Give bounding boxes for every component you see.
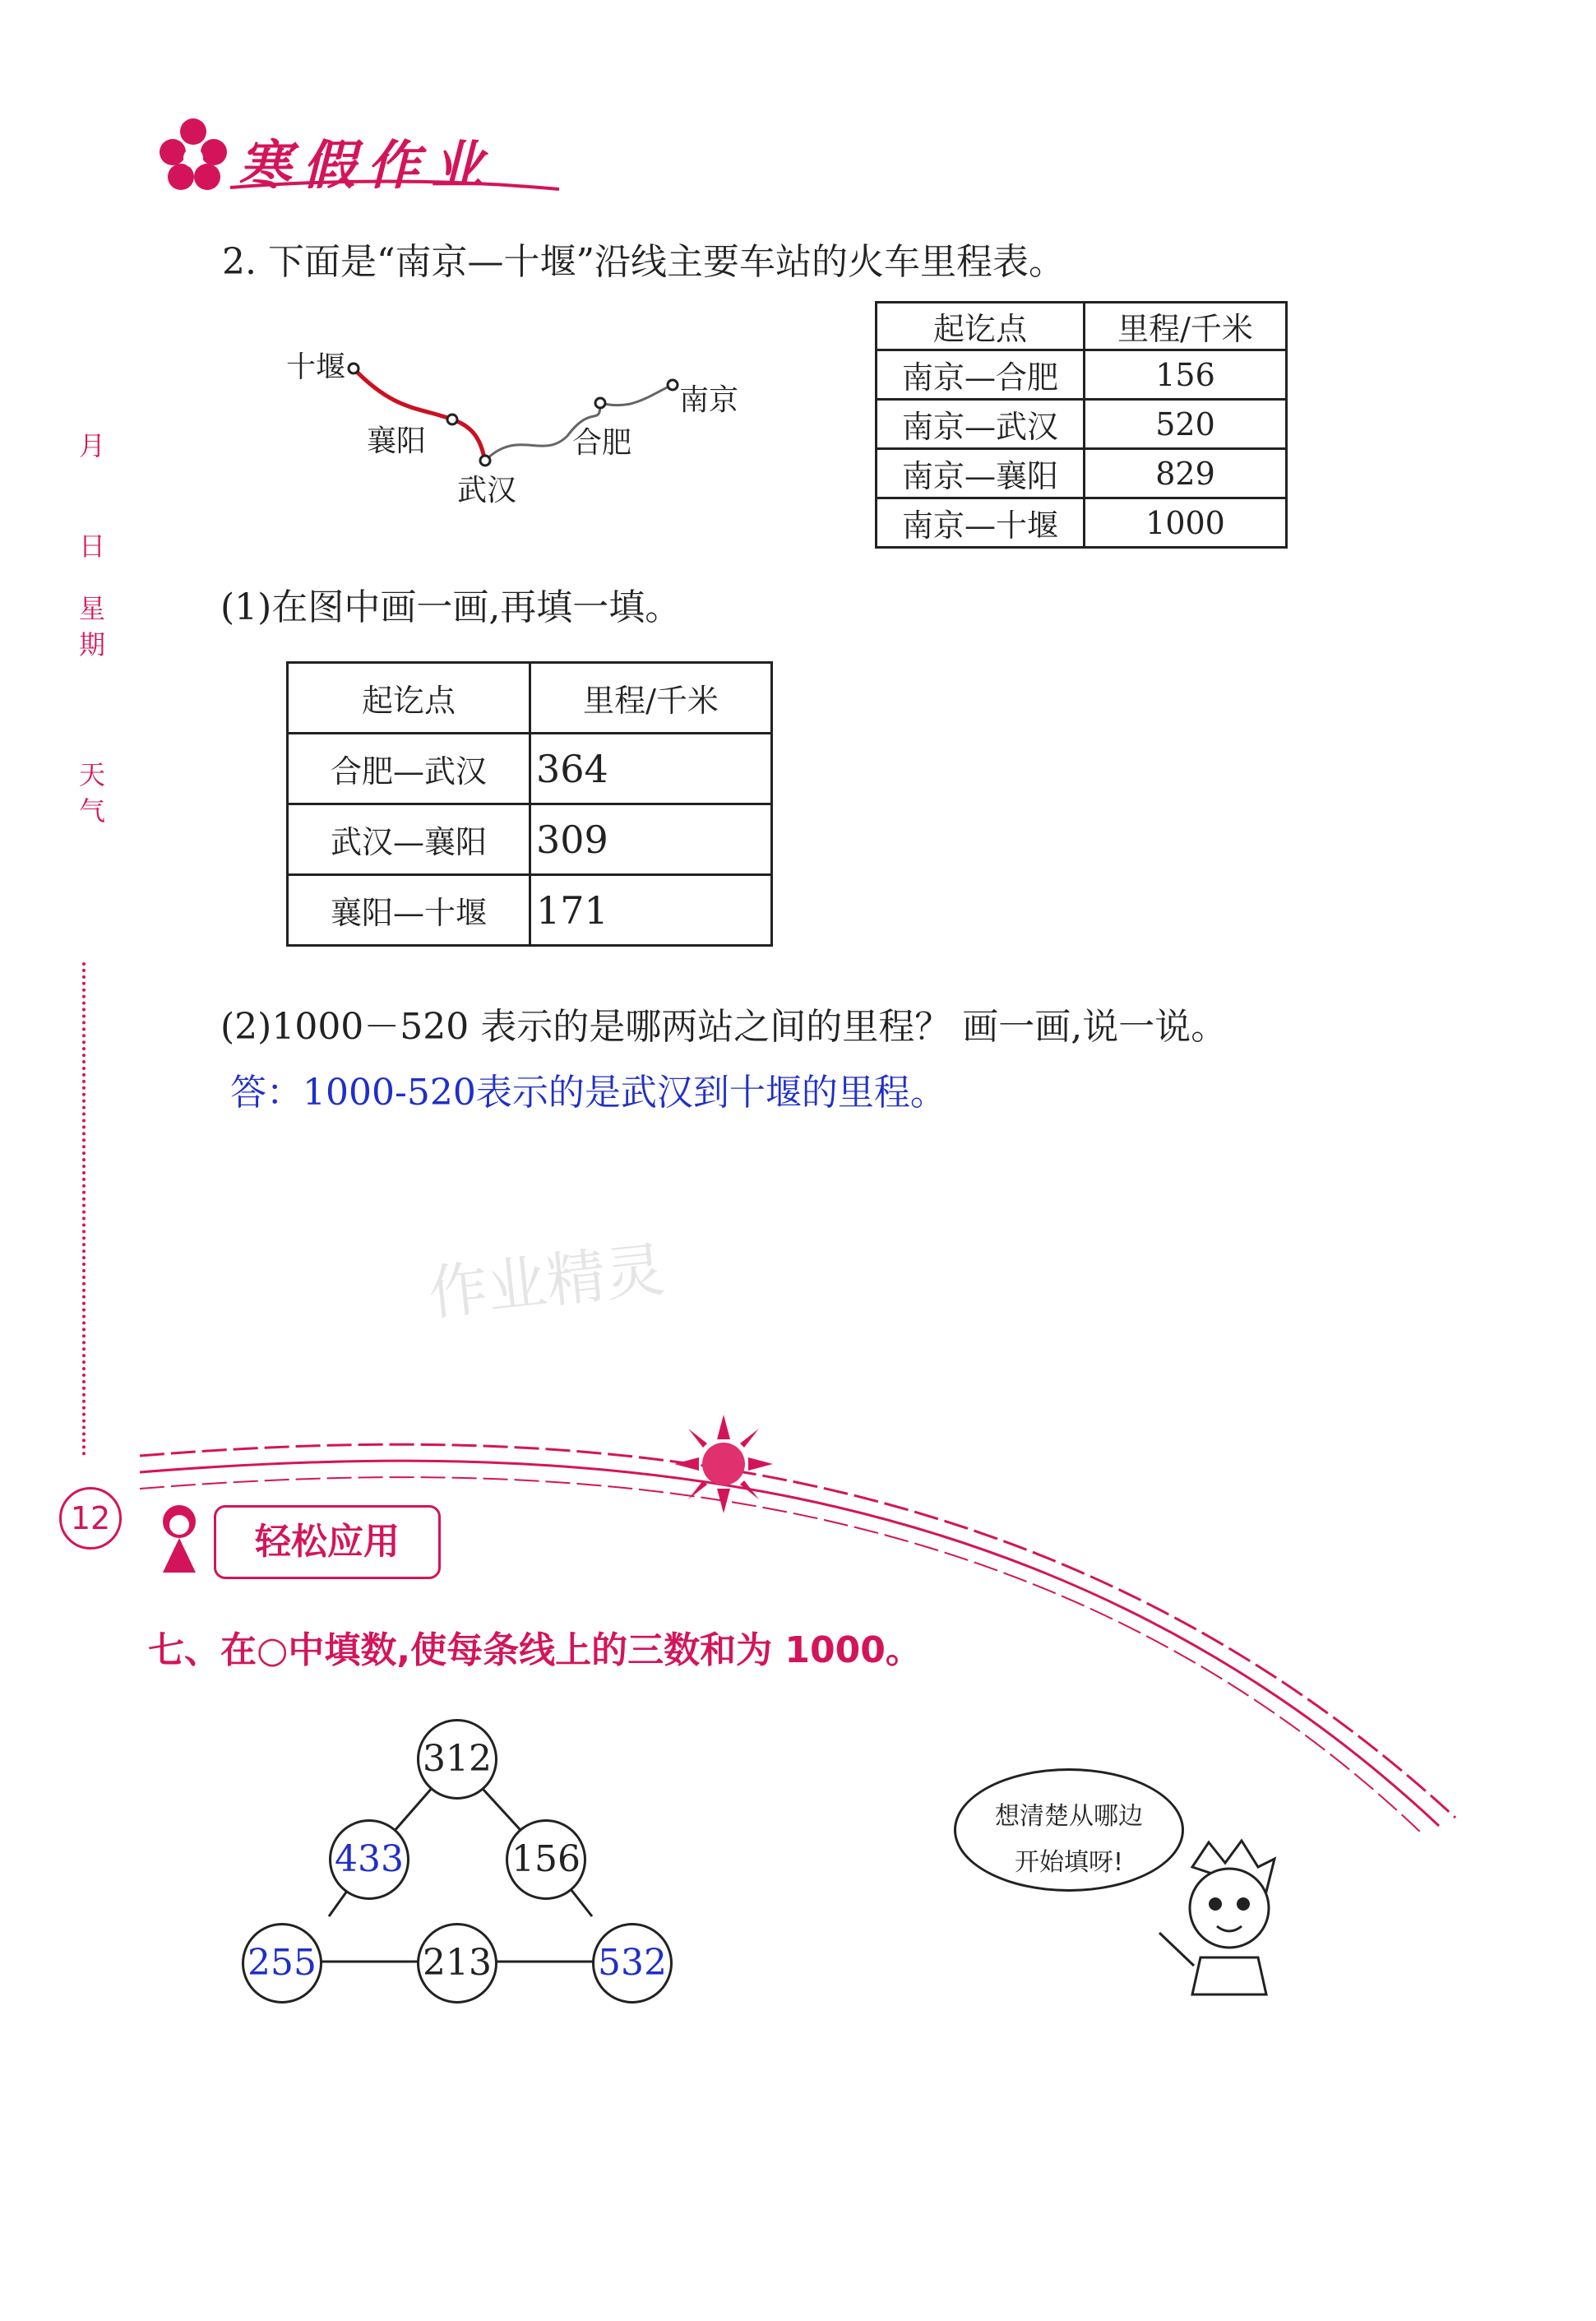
bubble-line-1: 想清楚从哪边	[995, 1802, 1143, 1831]
watermark: 作业精灵	[425, 1235, 668, 1328]
table-cell: 156	[1085, 350, 1287, 400]
table-cell: 襄阳—十堰	[288, 875, 530, 946]
answer-cell: 171	[530, 875, 772, 946]
part1-header-route: 起讫点	[288, 663, 530, 734]
table-cell: 南京—襄阳	[877, 449, 1085, 498]
table-cell: 南京—十堰	[877, 498, 1085, 548]
circle-bottom-mid: 213	[417, 1923, 497, 2004]
circle-mid-right: 156	[506, 1819, 586, 1900]
station-nanjing: 南京	[679, 383, 739, 417]
mileage-table	[875, 301, 1288, 549]
part1-table	[286, 661, 773, 947]
part2-prompt: (2)1000－520 表示的是哪两站之间的里程？ 画一画,说一说。	[220, 1006, 1228, 1048]
bubble-line-2: 开始填呀!	[1014, 1848, 1124, 1877]
station-hefei: 合肥	[572, 426, 632, 460]
mileage-header-km: 里程/千米	[1085, 303, 1287, 350]
section-label: 轻松应用	[214, 1505, 441, 1579]
answer-cell: 309	[530, 804, 772, 875]
table-cell: 829	[1085, 449, 1287, 498]
q2-title: 2. 下面是“南京—十堰”沿线主要车站的火车里程表。	[222, 241, 1065, 283]
header-swoosh	[230, 179, 559, 199]
circle-bottom-right: 532	[592, 1923, 673, 2004]
table-cell: 南京—合肥	[877, 350, 1085, 400]
header-flower-icon	[148, 107, 238, 201]
table-cell: 南京—武汉	[877, 400, 1085, 449]
part1-header-km: 里程/千米	[530, 663, 772, 734]
station-wuhan: 武汉	[457, 474, 517, 507]
station-xiangyang: 襄阳	[367, 424, 427, 458]
page-number: 12	[59, 1487, 122, 1550]
circle-mid-left: 433	[329, 1819, 409, 1900]
header-title: 寒假作业	[238, 136, 495, 197]
table-cell: 1000	[1085, 498, 1287, 548]
mileage-header-route: 起讫点	[877, 303, 1085, 350]
side-day: 日	[79, 530, 106, 562]
station-shiyan: 十堰	[286, 350, 346, 384]
sun-icon	[674, 1415, 773, 1517]
circle-top: 312	[417, 1719, 497, 1800]
boy-icon	[1143, 1834, 1307, 2002]
side-month: 月	[79, 430, 106, 461]
part1-prompt: (1)在图中画一画,再填一填。	[220, 586, 682, 628]
part2-answer: 答：1000-520表示的是武汉到十堰的里程。	[230, 1072, 946, 1114]
girl-icon	[155, 1502, 204, 1579]
side-weather: 天气	[79, 759, 106, 827]
side-weekday: 星期	[79, 593, 106, 660]
task7-title: 七、在○中填数,使每条线上的三数和为 1000。	[148, 1629, 922, 1671]
circle-bottom-left: 255	[242, 1923, 322, 2004]
table-cell: 武汉—襄阳	[288, 804, 530, 875]
table-cell: 520	[1085, 400, 1287, 449]
table-cell: 合肥—武汉	[288, 734, 530, 804]
answer-cell: 364	[530, 734, 772, 804]
side-decoration	[82, 962, 110, 1456]
